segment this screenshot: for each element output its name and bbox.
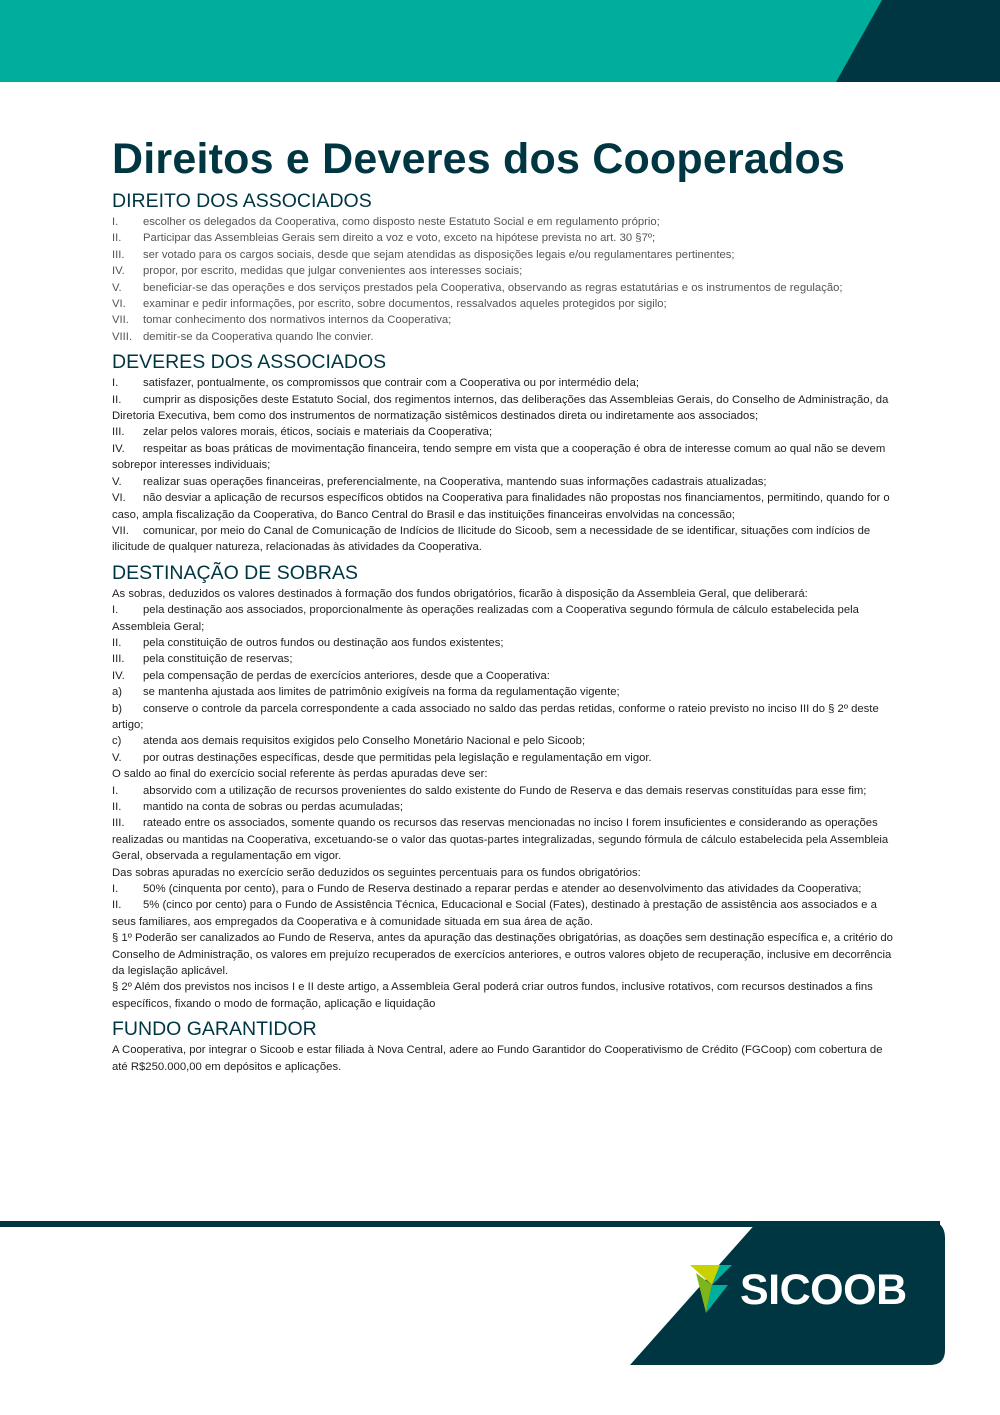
list-item: III. rateado entre os associados, somente quando os recursos das reservas mencionadas no inciso I forem insuficientes e considerando as operações realizadas ou mantidas na Cooperativa, excetuando-se o valor das quotas-partes integralizadas, segundo fórmula de cálculo estabelecida pela Assembleia Geral, observada a regulamentação em vigor. xyxy=(112,817,889,863)
list-item: II. cumprir as disposições deste Estatuto Social, dos regimentos internos, das deliberações das Assembleias Gerais, do Conselho de Administração, da Diretoria Executiva, bem como dos instrumentos de normatização sistêmicos destinados direta ou indiretamente aos associados; xyxy=(112,393,889,423)
list-item: c) atenda aos demais requisitos exigidos pelo Conselho Monetário Nacional e pelo Sicoob; xyxy=(112,735,586,748)
section-deveres xyxy=(112,349,897,555)
list-item: b) conserve o controle da parcela correspondente a cada associado no saldo das perdas retidas, conforme o rateio previsto no inciso III do § 2º deste artigo; xyxy=(112,702,879,731)
sobras-list xyxy=(112,602,897,766)
list-item: V. por outras destinações específicas, desde que permitidas pela legislação e regulamentação em vigor. xyxy=(112,751,652,764)
page-title: Direitos e Deveres dos Cooperados xyxy=(112,135,846,183)
section-sobras xyxy=(112,560,897,1013)
section-heading: DESTINAÇÃO DE SOBRAS xyxy=(112,561,358,584)
list-item: I. escolher os delegados da Cooperativa, como disposto neste Estatuto Social e em regulamento próprio; xyxy=(112,216,660,228)
sicoob-logo-icon xyxy=(690,1263,742,1315)
list-item: IV. propor, por escrito, medidas que julgar convenientes aos interesses sociais; xyxy=(112,265,523,278)
list-item: VI. examinar e pedir informações, por escrito, sobre documentos, ressalvados aqueles protegidos por sigilo; xyxy=(112,298,667,311)
list-item: III. zelar pelos valores morais, éticos, sociais e materiais da Cooperativa; xyxy=(112,426,493,439)
list-item: VIII. demitir-se da Cooperativa quando lhe convier. xyxy=(112,330,374,343)
list-item: IV. pela compensação de perdas de exercícios anteriores, desde que a Cooperativa: xyxy=(112,669,550,682)
list-item: II. mantido na conta de sobras ou perdas acumuladas; xyxy=(112,801,403,813)
sicoob-wordmark: SICOOB xyxy=(740,1266,907,1314)
section-heading: DEVERES DOS ASSOCIADOS xyxy=(112,351,387,374)
list-item: V. realizar suas operações financeiras, preferencialmente, na Cooperativa, mantendo suas informações cadastrais atualizadas; xyxy=(112,475,767,488)
direitos-list xyxy=(112,214,897,345)
percent-intro: Das sobras apuradas no exercício serão deduzidos os seguintes percentuais para os fundos obrigatórios: xyxy=(112,866,641,879)
section-heading: FUNDO GARANTIDOR xyxy=(112,1018,317,1041)
list-item: I. absorvido com a utilização de recursos provenientes do saldo existente do Fundo de Reserva e das demais reservas constituídas para esse fim; xyxy=(112,784,867,797)
document-body xyxy=(112,130,897,1075)
saldo-intro: O saldo ao final do exercício social referente às perdas apuradas deve ser: xyxy=(112,768,488,781)
list-item: IV. respeitar as boas práticas de movimentação financeira, tendo sempre em vista que a cooperação é obra de interesse comum ao qual não se devem sobrepor interesses individuais; xyxy=(112,442,886,472)
list-item: I. pela destinação aos associados, proporcionalmente às operações realizadas com a Cooperativa segundo fórmula de cálculo estabelecida pela Assembleia Geral; xyxy=(112,604,859,633)
list-item: VI. não desviar a aplicação de recursos específicos obtidos na Cooperativa para finalidades não propostas nos financiamentos, permitindo, quando for o caso, ampla fiscalização da Cooperativa, do Banco Central do Brasil e das instituições financeiras envolvidas na concessão; xyxy=(112,492,890,521)
section-fundo xyxy=(112,1016,897,1075)
list-item: VII. comunicar, por meio do Canal de Comunicação de Indícios de Ilicitude do Sicoob, sem a necessidade de se identificar, situações com indícios de ilicitude de qualquer natureza, relacionadas às atividades da Cooperativa. xyxy=(112,524,871,554)
fundo-text: A Cooperativa, por integrar o Sicoob e estar filiada à Nova Central, adere ao Fundo Garantidor do Cooperativismo de Crédito (FGCoop) com cobertura de até R$250.000,00 em depósitos e aplicações. xyxy=(112,1044,883,1073)
header-band xyxy=(0,0,1000,82)
list-item: I. 50% (cinquenta por cento), para o Fundo de Reserva destinado a reparar perdas e atender ao desenvolvimento das atividades da Cooperativa; xyxy=(112,883,862,896)
list-item: II. pela constituição de outros fundos ou destinação aos fundos existentes; xyxy=(112,636,504,649)
list-item: VII. tomar conhecimento dos normativos internos da Cooperativa; xyxy=(112,314,452,327)
list-item: a) se mantenha ajustada aos limites de patrimônio exigíveis na forma da regulamentação vigente; xyxy=(112,686,620,699)
paragraph-1: § 1º Poderão ser canalizados ao Fundo de Reserva, antes da apuração das destinações obrigatórias, as doações sem destinação específica e, a critério do Conselho de Administração, os valores em prejuízo recuperados de exercícios anteriores, e outros valores objeto de recuperação, inclusive em decorrência da legislação aplicável. xyxy=(112,932,893,978)
list-item: II. Participar das Assembleias Gerais sem direito a voz e voto, exceto na hipótese prevista no art. 30 §7º; xyxy=(112,232,656,245)
paragraph-2: § 2º Além dos previstos nos incisos I e II deste artigo, a Assembleia Geral poderá criar outros fundos, inclusive rotativos, com recursos destinados a fins específicos, fixando o modo de formação, aplicação e liquidação xyxy=(112,981,873,1010)
section-direitos xyxy=(112,188,897,345)
list-item: V. beneficiar-se das operações e dos serviços prestados pela Cooperativa, observando as regras estatutárias e os instrumentos de regulação; xyxy=(112,281,843,294)
section-heading: DIREITO DOS ASSOCIADOS xyxy=(112,190,372,212)
list-item: III. ser votado para os cargos sociais, desde que sejam atendidas as disposições legais e/ou regulamentares pertinentes; xyxy=(112,248,735,261)
list-item: II. 5% (cinco por cento) para o Fundo de Assistência Técnica, Educacional e Social (Fates), destinado à prestação de assistência aos associados e a seus familiares, aos empregados da Cooperativa e à comunidade situada em sua área de ação. xyxy=(112,899,877,928)
percent-list xyxy=(112,881,897,930)
deveres-list xyxy=(112,375,897,555)
list-item: I. satisfazer, pontualmente, os compromissos que contrair com a Cooperativa ou por intermédio dela; xyxy=(112,377,640,390)
saldo-list xyxy=(112,783,897,865)
sobras-intro: As sobras, deduzidos os valores destinados à formação dos fundos obrigatórios, ficarão à disposição da Assembleia Geral, que deliberará: xyxy=(112,587,808,600)
list-item: III. pela constituição de reservas; xyxy=(112,653,293,666)
footer-band xyxy=(0,1221,1000,1415)
